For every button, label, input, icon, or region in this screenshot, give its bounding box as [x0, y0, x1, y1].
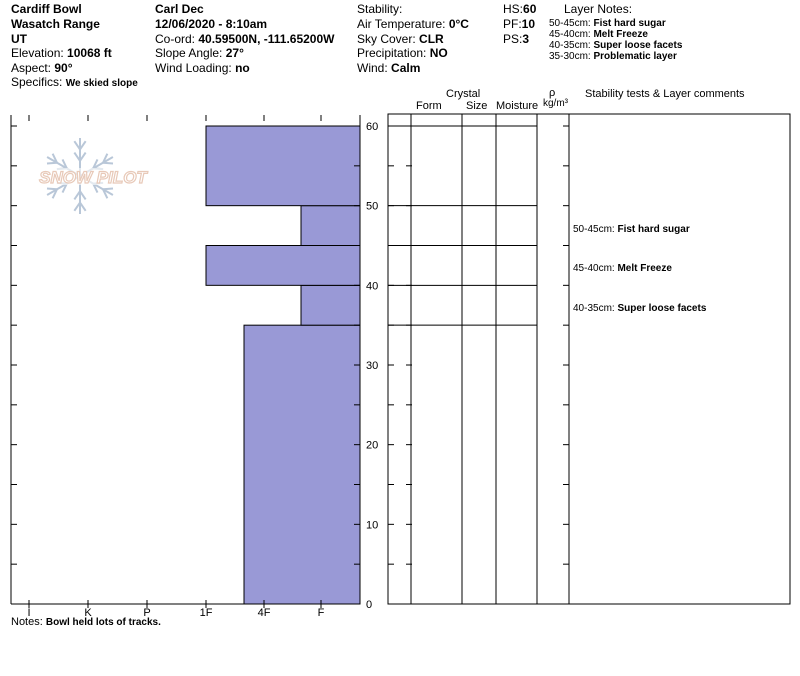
- snowflake-branch: [47, 189, 57, 190]
- notes-text: Bowl held lots of tracks.: [45, 617, 161, 628]
- observation-datetime: 12/06/2020 - 8:10am: [155, 17, 268, 31]
- layer-note-range: 45-40cm:: [549, 29, 591, 40]
- snowflake-branch: [103, 189, 113, 190]
- layer-comment: [573, 225, 690, 235]
- state-name: UT: [11, 32, 27, 46]
- hardness-tick-label: I: [27, 607, 31, 619]
- layer-comment: [573, 304, 706, 314]
- density-unit: kg/m³: [543, 98, 568, 109]
- hardness-bar: [301, 206, 360, 246]
- ps-value: 3: [522, 32, 530, 46]
- hardness-bars: [206, 126, 360, 604]
- layer-notes-title: Layer Notes:: [564, 2, 633, 16]
- depth-tick-label: 30: [366, 360, 379, 372]
- form-header: Form: [416, 100, 442, 112]
- coordinates-value: 40.59500N, -111.65200W: [198, 32, 335, 46]
- layer-note-text: Fist hard sugar: [593, 18, 666, 29]
- table-frame: [388, 114, 790, 604]
- snowflake-branch: [47, 163, 57, 164]
- wind-loading-value: no: [235, 61, 250, 75]
- hardness-tick-label: K: [84, 607, 92, 619]
- depth-tick-label: 40: [366, 280, 379, 293]
- precipitation-label: Precipitation:: [357, 46, 427, 60]
- elevation-label: Elevation:: [11, 46, 64, 60]
- layer-note-text: Super loose facets: [593, 40, 683, 51]
- moisture-header: Moisture: [496, 100, 539, 112]
- hardness-bar: [206, 126, 360, 206]
- crystal-header: Crystal: [446, 88, 481, 100]
- layer-comment-range: 50-45cm:: [573, 223, 618, 235]
- hardness-bar: [206, 246, 360, 286]
- specifics-label: Specifics:: [11, 75, 63, 89]
- pf-value: 10: [521, 17, 536, 31]
- air-temp-value: 0°C: [448, 17, 469, 31]
- hs-value: 60: [523, 2, 537, 16]
- notes-label: Notes:: [11, 616, 43, 628]
- hardness-bar: [301, 285, 360, 325]
- coordinates-label: Co-ord:: [155, 32, 196, 46]
- location-name: Cardiff Bowl: [11, 2, 82, 16]
- snowpilot-logo: [32, 138, 154, 214]
- sky-cover-label: Sky Cover:: [357, 32, 416, 46]
- layer-table: [388, 114, 790, 604]
- specifics-value: We skied slope: [65, 78, 138, 89]
- stability-header: Stability tests & Layer comments: [585, 88, 745, 100]
- layer-comment-range: 40-35cm:: [573, 303, 618, 315]
- hardness-tick-label: F: [317, 607, 325, 619]
- wind-value: Calm: [391, 61, 421, 75]
- hardness-tick-label: P: [143, 607, 151, 619]
- layer-note-text: Melt Freeze: [593, 29, 648, 40]
- depth-tick-label: 60: [366, 121, 379, 133]
- density-symbol: ρ: [549, 87, 556, 99]
- wind-label: Wind:: [357, 61, 388, 75]
- logo-text: SNOW PILOT: [39, 168, 147, 187]
- layer-comment-text: Super loose facets: [617, 303, 707, 315]
- wind-loading-label: Wind Loading:: [155, 61, 232, 75]
- layer-comment: [573, 264, 672, 274]
- layer-comment-range: 45-40cm:: [573, 263, 618, 275]
- range-name: Wasatch Range: [11, 17, 100, 31]
- depth-tick-label: 0: [366, 599, 373, 611]
- hardness-bar: [244, 325, 360, 604]
- air-temp-label: Air Temperature:: [357, 17, 446, 31]
- aspect-value: 90°: [54, 61, 73, 75]
- depth-tick-label: 20: [366, 439, 379, 452]
- layer-note-range: 35-30cm:: [549, 51, 591, 62]
- notes-row: [11, 617, 161, 628]
- observer-name: Carl Dec: [155, 2, 204, 16]
- hs-label: HS:: [503, 2, 524, 16]
- layer-note-range: 40-35cm:: [549, 40, 591, 51]
- depth-tick-label: 50: [366, 200, 379, 213]
- size-header: Size: [466, 100, 488, 112]
- layer-comment-text: Melt Freeze: [617, 263, 672, 275]
- slope-angle-label: Slope Angle:: [155, 46, 223, 60]
- snowflake-branch: [103, 163, 113, 164]
- depth-tick-label: 10: [366, 519, 379, 532]
- aspect-label: Aspect:: [11, 61, 52, 75]
- sky-cover-value: CLR: [419, 32, 444, 46]
- slope-angle-value: 27°: [225, 46, 244, 60]
- hardness-tick-label: 4F: [257, 607, 271, 619]
- ps-label: PS:: [503, 32, 523, 46]
- elevation-value: 10068 ft: [67, 46, 112, 60]
- stability-label: Stability:: [357, 2, 403, 16]
- layer-note-text: Problematic layer: [593, 51, 677, 62]
- hardness-tick-label: 1F: [199, 607, 213, 619]
- layer-comment-text: Fist hard sugar: [617, 223, 690, 235]
- pf-label: PF:: [503, 17, 522, 31]
- layer-note-range: 50-45cm:: [549, 18, 591, 29]
- precipitation-value: NO: [429, 46, 448, 60]
